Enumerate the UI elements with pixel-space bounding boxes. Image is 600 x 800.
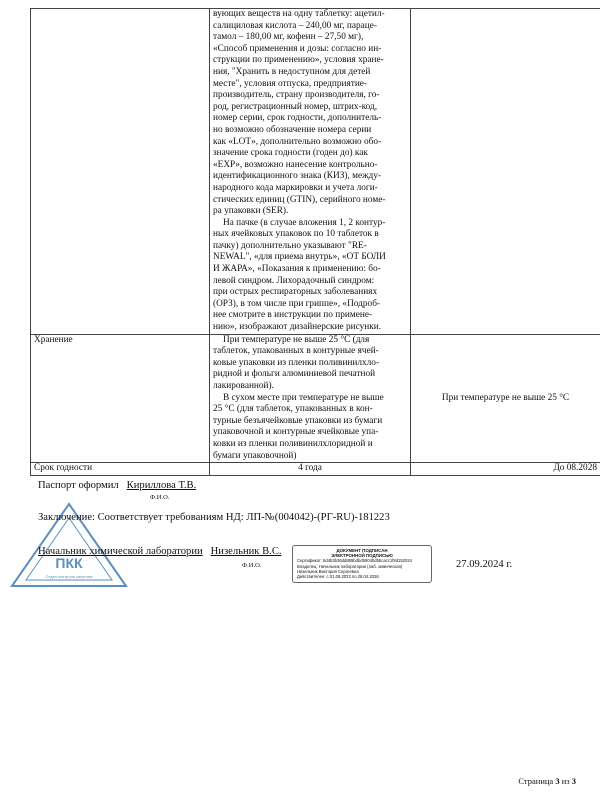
text-line: В сухом месте при температуре не выше <box>223 392 384 403</box>
text-line: пачку) дополнительно указывают "RE- <box>213 240 367 251</box>
page-number <box>518 776 576 786</box>
text-line: ковки из пленки поливинилхлоридной и <box>213 438 373 449</box>
text-line: салициловая кислота – 240,00 мг, параце- <box>213 20 377 31</box>
text-line: ных ячейковых упаковок по 10 таблеток в <box>213 229 379 240</box>
conclusion-text: Заключение: Соответствует требованиям НД: ЛП-№(004042)-(РГ-RU)-181223 <box>38 512 390 523</box>
text-line: «Способ применения и дозы: согласно ин- <box>213 43 382 54</box>
text-line: таблеток, упакованных в контурные ячей- <box>213 346 379 357</box>
text-line: род, регистрационный номер, штрих-код, <box>213 101 378 112</box>
table-cell-empty <box>31 9 210 335</box>
shelf-life-result: До 08.2028 <box>411 463 600 476</box>
storage-paragraph-2 <box>213 393 407 463</box>
text-line: ковые упаковки из пленки поливинилхло- <box>213 357 380 368</box>
text-line: значение срока годности (годен до) как <box>213 148 368 159</box>
es-certificate: Сертификат: 5d4b3b36dd885bdbd5904bd5bcacc1f8d152024 <box>297 558 412 564</box>
storage-result: При температуре не выше 25 °С <box>411 334 600 463</box>
electronic-signature-box <box>292 545 432 583</box>
text-line: турные безъячейковые упаковки из бумаги <box>213 415 383 426</box>
shelf-life-spec: 4 года <box>210 463 411 476</box>
text-line: ния, "Хранить в недоступном для детей <box>213 66 371 77</box>
table-cell-labeling-text <box>210 9 411 335</box>
text-line: стических единиц (GTIN), серийного номе- <box>213 194 386 205</box>
head-line <box>38 546 282 557</box>
text-line: При температуре не выше 25 °С (для <box>223 334 370 345</box>
text-line: номер серии, срок годности, дополнитель- <box>213 113 382 124</box>
text-line: идентификационного знака (КИЗ), между- <box>213 171 382 182</box>
text-line: производитель, страну производителя, го- <box>213 90 380 101</box>
fio-label: Ф.И.О. <box>150 494 170 501</box>
signature-date: 27.09.2024 г. <box>456 559 513 570</box>
page-current: 3 <box>555 776 560 786</box>
text-line: нее смотрите в инструкции по примене- <box>213 310 373 321</box>
passport-line <box>38 480 196 491</box>
table-row <box>31 9 600 335</box>
text-line: 25 °С (для таблеток, упакованных в кон- <box>213 404 373 415</box>
text-line: На пачке (в случае вложения 1, 2 контур- <box>223 217 386 228</box>
storage-label: Хранение <box>31 334 210 463</box>
text-line: И ЖАРА», «Показания к применению: бо- <box>213 264 381 275</box>
table-cell-empty <box>411 9 600 335</box>
page-total: 3 <box>571 776 576 786</box>
text-line: «EXP», возможно нанесение контрольно- <box>213 159 378 170</box>
text-line: ра упаковки (SER). <box>213 206 289 217</box>
head-name: Низельник В.С. <box>210 546 282 557</box>
text-line: при острых респираторных заболеваниях <box>213 287 378 298</box>
passport-name: Кириллова Т.В. <box>126 480 197 491</box>
text-line: упаковочной и контурные ячейковые упа- <box>213 427 379 438</box>
page-sep: из <box>561 776 570 786</box>
text-line: ридной и фольги алюминиевой печатной <box>213 369 376 380</box>
text-line: народного кода маркировки и учета логи- <box>213 182 378 193</box>
table-row <box>31 334 600 463</box>
es-valid: Действителен: с 01.08.2023 по 28.04.2026 <box>297 574 379 580</box>
head-label: Начальник химической лаборатории <box>38 546 203 557</box>
text-line: месте", условия отпуска, предприятие- <box>213 78 368 89</box>
passport-label: Паспорт оформил <box>38 480 119 491</box>
text-line: но возможно обозначение номера серии <box>213 124 372 135</box>
fio-label-2: Ф.И.О. <box>242 562 262 569</box>
labeling-paragraph-2 <box>213 218 407 334</box>
text-line: NEWAL", «для приема внутрь», «ОТ БОЛИ <box>213 252 386 263</box>
labeling-paragraph-1 <box>213 9 407 218</box>
storage-paragraph-1 <box>213 335 407 393</box>
specification-table <box>30 8 600 476</box>
text-line: тамол – 180,00 мг, кофеин – 27,50 мг), <box>213 32 364 43</box>
es-title-1: ДОКУМЕНТ ПОДПИСАН <box>336 548 388 553</box>
shelf-life-label: Срок годности <box>31 463 210 476</box>
text-line: струкции по применению», условия хране- <box>213 55 384 66</box>
text-line: (ОРЗ), в том числе при гриппе», «Подроб- <box>213 298 381 309</box>
text-line: вующих веществ на одну таблетку: ацетил- <box>213 9 385 19</box>
page-prefix: Страница <box>518 776 554 786</box>
es-owner-name: Низельник Виктория Сергеевна <box>297 568 359 574</box>
es-owner: Владелец: Начальник лаборатории (лаб. химическая) <box>297 563 403 569</box>
text-line: лакированной). <box>213 381 274 391</box>
text-line: бумаги упаковочной) <box>213 450 297 461</box>
storage-spec <box>210 334 411 463</box>
text-line: как «LOT», дополнительно возможно обо- <box>213 136 382 147</box>
stamp-ring-text: Отдел контроля качества <box>45 574 93 579</box>
table-row <box>31 463 600 476</box>
text-line: нию», изображают дизайнерские рисунки. <box>213 322 382 333</box>
text-line: левой синдром. Лихорадочный синдром: <box>213 275 375 286</box>
stamp-center-text: ПКК <box>55 555 83 571</box>
es-title-2: ЭЛЕКТРОННОЙ ПОДПИСЬЮ <box>331 553 393 559</box>
